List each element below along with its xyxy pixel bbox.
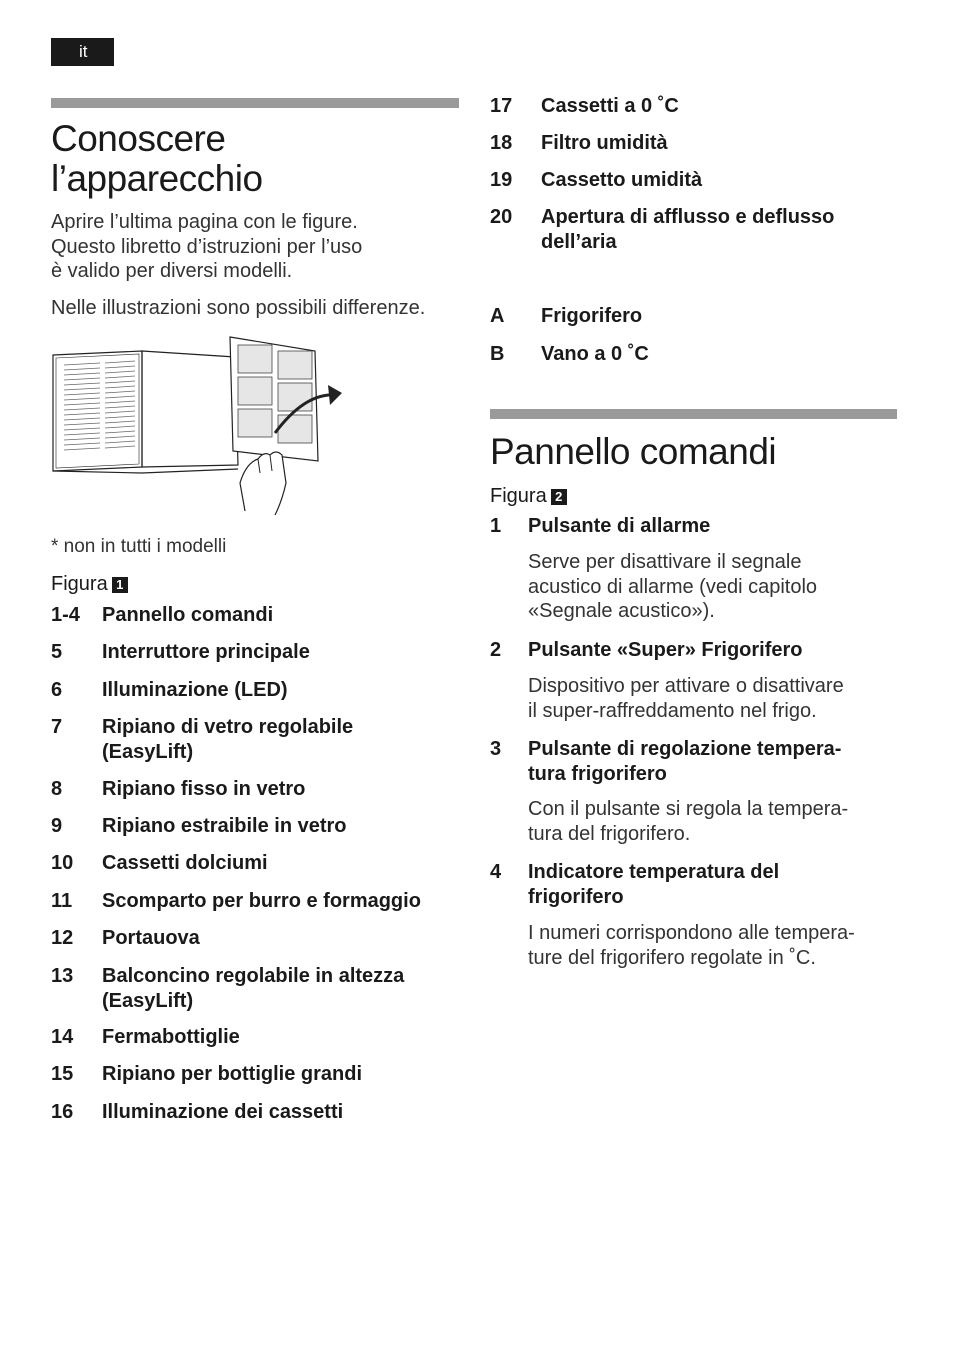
item-number: 8 [51,778,63,800]
heading-line-2: l’apparecchio [51,158,263,199]
item-label: Cassetti a 0 ˚C [541,95,679,117]
control-description: Dispositivo per attivare o disattivare il super-raffreddamento nel frigo. [528,675,844,722]
control-number: 3 [490,738,502,760]
section-heading-conoscere [51,119,263,199]
item-label: Fermabottiglie [102,1026,240,1048]
item-number: A [490,305,505,327]
item-label: Filtro umidità [541,132,668,154]
item-number: 10 [51,852,74,874]
item-number: 18 [490,132,513,154]
item-label: Illuminazione (LED) [102,679,288,701]
item-label: Ripiano fisso in vetro [102,778,306,800]
item-label: Interruttore principale [102,641,310,663]
control-title: Indicatore temperatura del frigorifero [528,861,780,908]
footnote: * non in tutti i modelli [51,536,227,557]
item-number: 13 [51,965,74,987]
control-description: Serve per disattivare il segnale acustico di allarme (vedi capitolo «Segnale acustico»). [528,551,818,622]
item-number: B [490,343,505,365]
item-number: 20 [490,206,513,228]
intro-line: è valido per diversi modelli. [51,260,293,282]
section-rule-left [51,98,459,108]
figure-reference-2 [490,484,567,508]
control-description: I numeri corrispondono alle tempera- ture del frigorifero regolate in ˚C. [528,922,855,969]
item-number: 1-4 [51,604,80,626]
item-label: Ripiano per bottiglie grandi [102,1063,362,1085]
control-title: Pulsante «Super» Frigorifero [528,639,803,661]
heading-line-1: Conoscere [51,118,226,159]
intro-line: Aprire l’ultima pagina con le figure. [51,211,358,233]
item-number: 12 [51,927,74,949]
item-label: Ripiano di vetro regolabile (EasyLift) [102,716,354,763]
item-label: Portauova [102,927,200,949]
item-label: Scomparto per burro e formaggio [102,890,421,912]
item-number: 9 [51,815,63,837]
item-number: 6 [51,679,63,701]
item-label: Illuminazione dei cassetti [102,1101,344,1123]
section-heading-pannello: Pannello comandi [490,431,777,472]
control-description: Con il pulsante si regola la tempera- tura del frigorifero. [528,798,849,845]
item-label: Frigorifero [541,305,643,327]
item-number: 14 [51,1026,74,1048]
figure-label: Figura [51,573,108,595]
control-number: 4 [490,861,502,883]
item-number: 19 [490,169,513,191]
figure-number-badge: 2 [551,489,567,505]
item-label: Apertura di afflusso e deflusso dell’aria [541,206,835,253]
item-label: Vano a 0 ˚C [541,343,649,365]
control-number: 1 [490,515,502,537]
item-number: 15 [51,1063,74,1085]
figure-number-badge: 1 [112,577,128,593]
intro-paragraph [51,210,362,284]
figure-label: Figura [490,485,547,507]
item-label: Balconcino regolabile in altezza (EasyLift) [102,965,405,1012]
item-number: 11 [51,890,73,912]
control-number: 2 [490,639,502,661]
section-rule-right [490,409,897,419]
item-label: Cassetti dolciumi [102,852,268,874]
figure-reference-1 [51,572,128,596]
item-label: Pannello comandi [102,604,274,626]
item-number: 16 [51,1101,74,1123]
item-label: Cassetto umidità [541,169,703,191]
control-title: Pulsante di allarme [528,515,711,537]
intro-line: Questo libretto d’istruzioni per l’uso [51,235,363,258]
differences-note: Nelle illustrazioni sono possibili differenze. [51,297,426,319]
item-number: 17 [490,95,513,117]
control-title: Pulsante di regolazione tempera- tura frigorifero [528,738,842,785]
item-number: 5 [51,641,63,663]
item-number: 7 [51,716,63,738]
item-label: Ripiano estraibile in vetro [102,815,347,837]
language-tag: it [51,38,114,66]
manual-illustration [50,333,350,521]
